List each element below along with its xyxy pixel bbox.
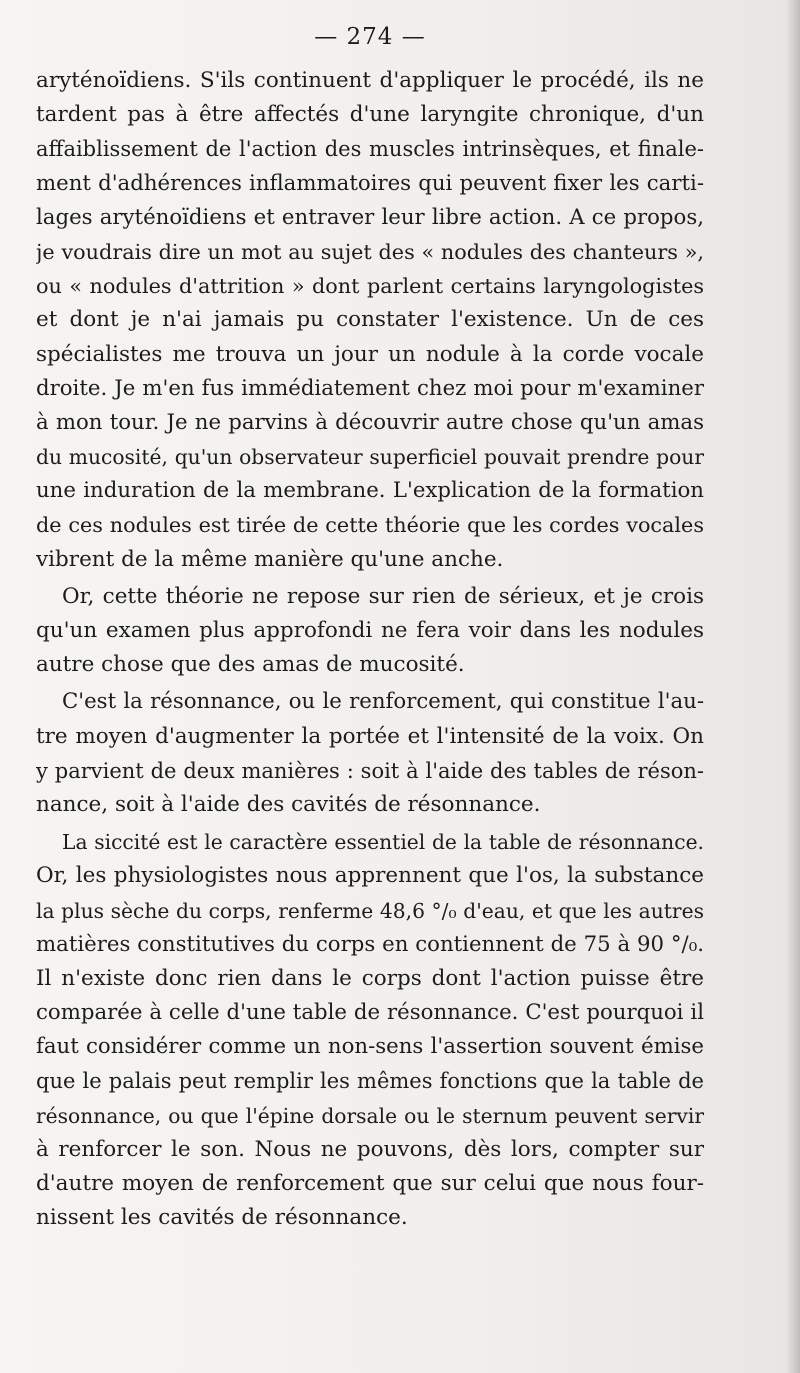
text-line: nance, soit à l'aide des cavités de résonnance. [36, 791, 541, 817]
text-line: tre moyen d'augmenter la portée et l'intensité de la voix. On [36, 723, 704, 749]
text-line: Il n'existe donc rien dans le corps dont l'action puisse être [36, 965, 704, 991]
text-line: La siccité est le caractère essentiel de la table de résonnance. [62, 830, 704, 855]
text-line: résonnance, ou que l'épine dorsale ou le sternum peuvent servir [36, 1103, 704, 1128]
page-edge-shadow [786, 0, 800, 1373]
text-line: lages aryténoïdiens et entraver leur libre action. A ce propos, [36, 204, 704, 230]
text-line: la plus sèche du corps, renferme 48,6 °/₀ d'eau, et que les autres [36, 898, 704, 923]
text-line: comparée à celle d'une table de résonnance. C'est pourquoi il [36, 1000, 704, 1026]
text-line: affaiblissement de l'action des muscles intrinsèques, et finale- [36, 137, 704, 162]
text-line: Or, les physiologistes nous apprennent que l'os, la substance [36, 863, 704, 889]
text-line: ment d'adhérences inflammatoires qui peuvent fixer les carti- [36, 170, 704, 196]
text-line: nissent les cavités de résonnance. [36, 1205, 408, 1231]
text-line: à mon tour. Je ne parvins à découvrir autre chose qu'un amas [36, 409, 704, 435]
text-line: autre chose que des amas de mucosité. [36, 652, 465, 678]
paragraph-4 [36, 825, 704, 1235]
text-line: droite. Je m'en fus immédiatement chez moi pour m'examiner [36, 375, 704, 401]
text-line: faut considérer comme un non-sens l'assertion souvent émise [36, 1034, 704, 1060]
paragraph-2 [36, 580, 704, 683]
text-line: y parvient de deux manières : soit à l'aide des tables de réson- [36, 758, 704, 783]
text-line: matières constitutives du corps en contiennent de 75 à 90 °/₀. [36, 931, 704, 957]
paragraph-1 [36, 64, 704, 577]
page-number: — 274 — [314, 24, 426, 50]
text-line: d'autre moyen de renforcement que sur celui que nous four- [36, 1171, 704, 1196]
text-line: et dont je n'ai jamais pu constater l'existence. Un de ces [36, 307, 704, 333]
text-line: de ces nodules est tirée de cette théorie que les cordes vocales [36, 513, 704, 538]
text-line: C'est la résonnance, ou le renforcement, qui constitue l'au- [62, 689, 704, 715]
text-line: aryténoïdiens. S'ils continuent d'appliquer le procédé, ils ne [36, 68, 704, 93]
text-line: tardent pas à être affectés d'une laryngite chronique, d'un [36, 102, 704, 128]
text-line: qu'un examen plus approfondi ne fera voir dans les nodules [36, 618, 704, 643]
paragraph-3 [36, 685, 704, 822]
text-line: à renforcer le son. Nous ne pouvons, dès lors, compter sur [36, 1136, 704, 1162]
body-text [36, 64, 704, 1235]
text-line: une induration de la membrane. L'explication de la formation [36, 478, 704, 504]
text-line: ou « nodules d'attrition » dont parlent certains laryngologistes [36, 274, 704, 299]
text-line: vibrent de la même manière qu'une anche. [36, 546, 504, 572]
text-line: que le palais peut remplir les mêmes fonctions que la table de [36, 1069, 704, 1094]
text-line: je voudrais dire un mot au sujet des « nodules des chanteurs », [36, 239, 704, 264]
text-line: Or, cette théorie ne repose sur rien de sérieux, et je crois [62, 583, 704, 609]
text-line: du mucosité, qu'un observateur superficiel pouvait prendre pour [36, 445, 704, 470]
text-line: spécialistes me trouva un jour un nodule à la corde vocale [36, 341, 704, 367]
